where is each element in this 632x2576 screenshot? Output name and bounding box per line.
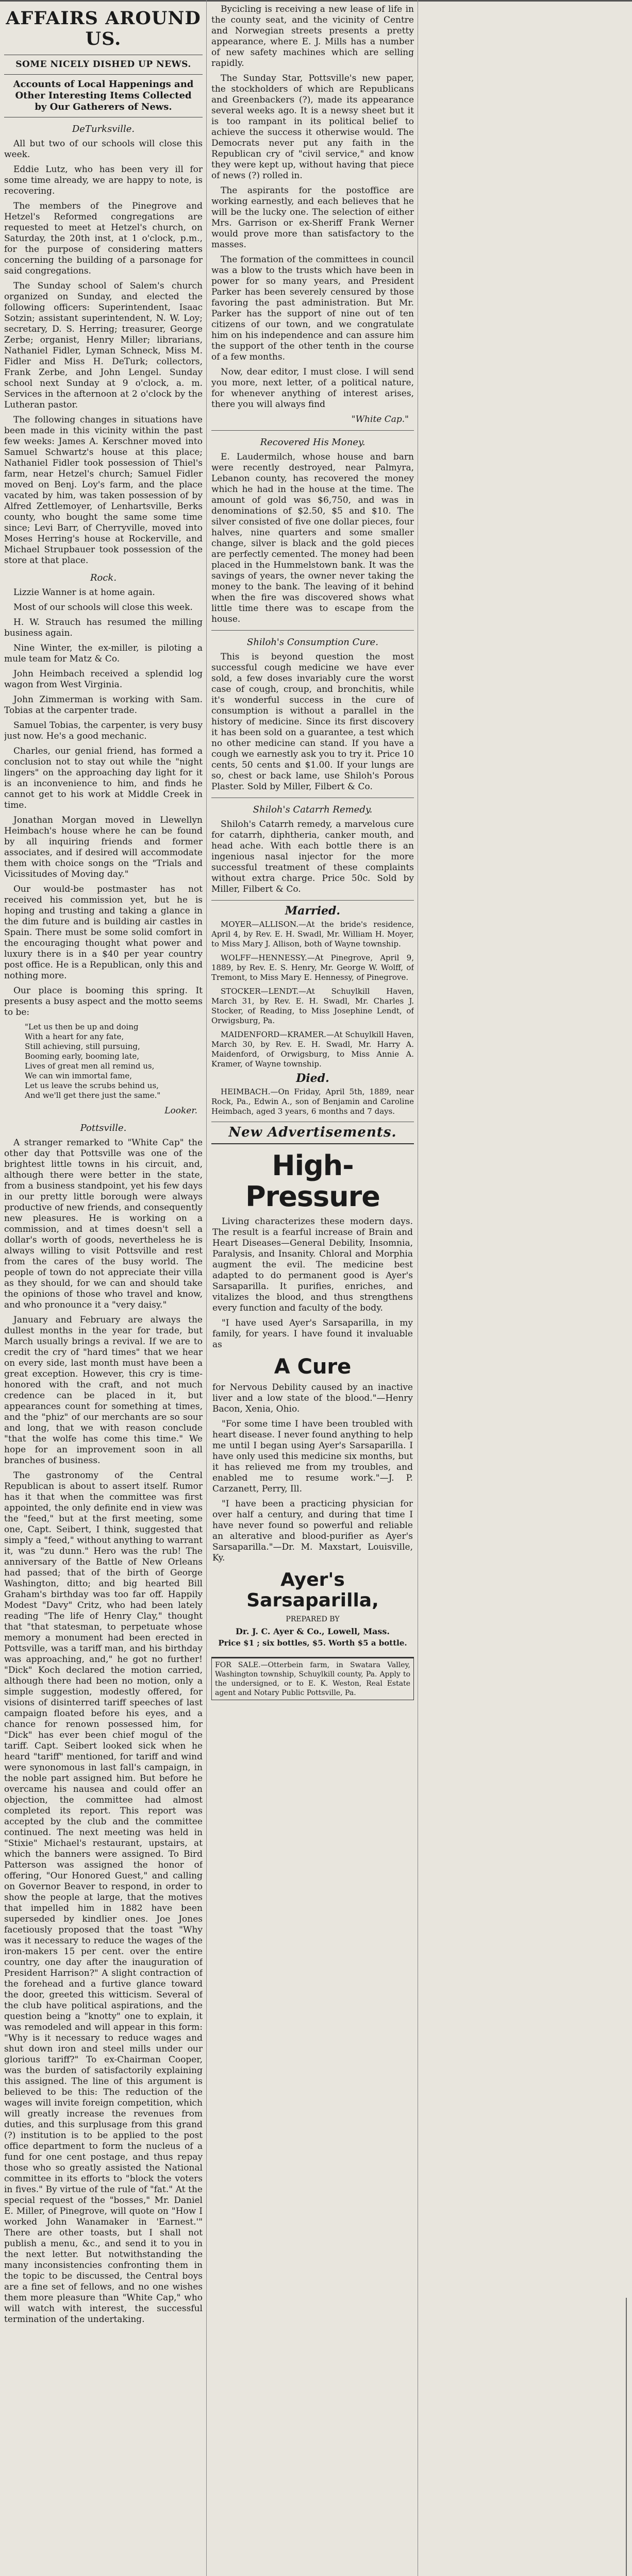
page-edge-fold xyxy=(626,2298,632,2576)
ad-prepared-by: PREPARED BY xyxy=(286,1615,340,1623)
section-heading-died: Died. xyxy=(296,1072,329,1085)
paragraph: Eddie Lutz, who has been very ill for some time already, we are happy to note, is recovering. xyxy=(4,164,203,196)
paragraph: Bycicling is receiving a new lease of life in the county seat, and the vicinity of Centre and Norwegian streets presents a pretty appearance, where E. J. Mills has a number of new safety machines which are selling rapidly. xyxy=(211,4,414,69)
poem-line: And we'll get there just the same." xyxy=(25,1091,161,1100)
ad-paragraph: "For some time I have been troubled with heart disease. I never found anything to help me until I began using Ayer's Sarsaparilla. I have only used this medicine six months, but it has relieved me from my troubles, and enabled me to resume work."—J. P. Carzanett, Perry, Ill. xyxy=(212,1419,413,1494)
ad-headline: High-Pressure xyxy=(245,1149,380,1213)
section-heading-pottsville: Pottsville. xyxy=(80,1123,127,1133)
column-middle xyxy=(211,4,414,2576)
poem-line: Let us leave the scrubs behind us, xyxy=(25,1081,159,1090)
poem-line: "Let us then be up and doing xyxy=(25,1022,139,1031)
column-right xyxy=(422,4,625,2576)
ad-paragraph: Living characterizes these modern days. The result is a fearful increase of Brain and Heart Diseases—General Debility, Insomnia, Paralysis, and Insanity. Chloral and Morphia augment the evil. The medicine best adapted to do permanent good is Ayer's Sarsaparilla. It purifies, enriches, and vitalizes the blood, and thus strengthens every function and faculty of the body. xyxy=(212,1216,413,1313)
paragraph: Charles, our genial friend, has formed a conclusion not to stay out while the "night lingers" on the approaching day light for it is an inconvenience to him, and finds he cannot get to his work at Middle Creek in time. xyxy=(4,746,203,810)
signature-looker: Looker. xyxy=(164,1106,197,1116)
for-sale-notice: FOR SALE.—Otterbein farm, in Swatara Valley, Washington township, Schuylkill county, Pa. Apply to the undersigned, or to E. K. Weston, Real Estate agent and Notary Public Pottsville, Pa. xyxy=(211,1658,414,1700)
ad-maker: Dr. J. C. Ayer & Co., Lowell, Mass. xyxy=(236,1626,390,1636)
marriage-notice: MOYER—ALLISON.—At the bride's residence, April 4, by Rev. E. H. Swadl, Mr. William H. Moyer, to Miss Mary J. Allison, both of Wayne township. xyxy=(211,920,414,948)
poem xyxy=(25,1022,203,1100)
paragraph: Lizzie Wanner is at home again. xyxy=(13,587,155,598)
paragraph: H. W. Strauch has resumed the milling business again. xyxy=(4,617,203,638)
section-heading-catarrh-remedy: Shiloh's Catarrh Remedy. xyxy=(253,804,373,815)
section-heading-rock: Rock. xyxy=(90,572,117,583)
paragraph: January and February are always the dullest months in the year for trade, but March usually brings a revival. If we are to credit the cry of "hard times" that we hear on every side, last month must have been a great exception. However, this cry is time-honored with the craft, and not much credence can be placed in it, but appearances count for something at times, and the "phiz" of our merchants are so sour and long, that we with reason conclude "that the wolfe has come this time." We hope for an improvement soon in all branches of business. xyxy=(4,1315,203,1466)
paragraph: The aspirants for the postoffice are working earnestly, and each believes that he will be the lucky one. The selection of either Mrs. Garrison or ex-Sheriff Frank Werner would prove more than satisfactory to the masses. xyxy=(211,185,414,250)
paragraph: The formation of the committees in council was a blow to the trusts which have been in power for so many years, and President Parker has been severely censured by those favoring the past administration. But Mr. Parker has the support of nine out of ten citizens of our town, and we congratulate him on his independence and can assure him the support of the other tenth in the course of a few months. xyxy=(211,255,414,362)
signature-white-cap: "White Cap." xyxy=(351,414,409,425)
paragraph: The members of the Pinegrove and Hetzel's Reformed congregations are requested to meet at Hetzel's church, on Saturday, the 20th inst, at 1 o'clock, p.m., for the purpose of considering matters concerning the building of a parsonage for said congregations. xyxy=(4,201,203,276)
paragraph: Our place is booming this spring. It presents a busy aspect and the motto seems to be: xyxy=(4,986,203,1018)
paragraph: John Zimmerman is working with Sam. Tobias at the carpenter trade. xyxy=(4,694,203,716)
paragraph: The following changes in situations have been made in this vicinity within the past few weeks: James A. Kerschner moved into Samuel Schwartz's house at this place; Nathaniel Fidler took possession of Thiel's farm, near Hetzel's church; Samuel Fidler moved on Benj. Loy's farm, and the place vacated by him, was taken possession of by Alfred Zettlemoyer, of Lenhartsville, Berks county, who bought the same some time since; Levi Barr, of Cherryville, moved into Moses Herring's house at Rockerville, and Michael Strupbauer took possession of the store at that place. xyxy=(4,415,203,566)
paragraph: All but two of our schools will close this week. xyxy=(4,139,203,160)
section-heading-deturksville: DeTurksville. xyxy=(72,124,135,134)
paragraph: E. Laudermilch, whose house and barn were recently destroyed, near Palmyra, Lebanon county, has recovered the money which he had in the house at the time. The amount of gold was $6,750, and was in denominations of $2.50, $5 and $10. The silver consisted of five one dollar pieces, four halves, nine quarters and some smaller change, silver is black and the gold pieces are perfectly cemented. The money had been placed in the Hummelstown bank. It was the savings of years, the owner never taking the money to the bank. The leaving of it behind when the fire was discovered shows what little time there was to escape from the house. xyxy=(211,452,414,624)
paragraph: Jonathan Morgan moved in Llewellyn Heimbach's house where he can be found by all inquiring friends and former associates, and if desired will accommodate them with choice songs on the "Trials and Vicissitudes of Moving day." xyxy=(4,815,203,879)
paragraph: Nine Winter, the ex-miller, is piloting a mule team for Matz & Co. xyxy=(4,643,203,664)
paragraph: This is beyond question the most successful cough medicine we have ever sold, a few doses invariably cure the worst case of cough, croup, and bronchitis, while it's wonderful success in the cure of consumption is without a parallel in the history of medicine. Since its first discovery it has been sold on a guarantee, a test which no other medicine can stand. If you have a cough we earnestly ask you to try it. Price 10 cents, 50 cents and $1.00. If your lungs are so, chest or back lame, use Shiloh's Porous Plaster. Sold by Miller, Filbert & Co. xyxy=(211,652,414,792)
ayer-sarsaparilla-ad xyxy=(211,1143,414,1658)
ad-paragraph: "I have used Ayer's Sarsaparilla, in my family, for years. I have found it invaluable as xyxy=(212,1318,413,1350)
marriage-notice: WOLFF—HENNESSY.—At Pinegrove, April 9, 1889, by Rev. E. S. Henry, Mr. George W. Wolff, of Tremont, to Miss Mary E. Hennessy, of Pinegrove. xyxy=(211,953,414,982)
paragraph: Samuel Tobias, the carpenter, is very busy just now. He's a good mechanic. xyxy=(4,720,203,741)
paragraph: Most of our schools will close this week. xyxy=(13,602,193,613)
section-heading-married: Married. xyxy=(285,904,341,918)
poem-line: Booming early, booming late, xyxy=(25,1052,140,1061)
section-heading-consumption-cure: Shiloh's Consumption Cure. xyxy=(247,637,378,648)
deck-subheadline: Accounts of Local Happenings and Other Interesting Items Collected by Our Gatherers of News. xyxy=(13,79,194,112)
column-left xyxy=(4,4,203,2576)
poem-line: With a heart for any fate, xyxy=(25,1032,124,1041)
ad-cure-title: A Cure xyxy=(274,1355,352,1379)
marriage-notice: MAIDENFORD—KRAMER.—At Schuylkill Haven, March 30, by Rev. E. H. Swadl, Mr. Harry A. Maidenford, of Orwigsburg, to Miss Annie A. Kramer, of Wayne township. xyxy=(211,1030,414,1069)
paragraph: John Heimbach received a splendid log wagon from West Virginia. xyxy=(4,669,203,690)
masthead: AFFAIRS AROUND US. xyxy=(6,8,201,49)
section-heading-recovered: Recovered His Money. xyxy=(260,437,365,448)
paragraph: The Sunday school of Salem's church organized on Sunday, and elected the following officers: Superintendent, Isaac Sotzin; assistant superintendent, N. W. Loy; secretary, D. S. Herring; treasurer, George Zerbe; organist, Henry Miller; librarians, Nathaniel Fidler, Lyman Schneck, Miss M. Fidler and Miss H. DeTurk; collectors, Frank Zerbe, and John Lengel. Sunday school next Sunday at 9 o'clock, a. m. Services in the afternoon at 2 o'clock by the Lutheran pastor. xyxy=(4,281,203,410)
paragraph: Shiloh's Catarrh remedy, a marvelous cure for catarrh, diphtheria, canker mouth, and head ache. With each bottle there is an ingenious nasal injector for the more successful treatment of these complaints without extra charge. Price 50c. Sold by Miller, Filbert & Co. xyxy=(211,819,414,894)
paragraph: The gastronomy of the Central Republican is about to assert itself. Rumor has it that when the committee was first appointed, the only definite end in view was the "feed," but at the first meeting, some one, Capt. Seibert, I think, suggested that simply a "feed," without anything to warrant it, was "zu dunn." Hero was the rub! The anniversary of the Battle of New Orleans had passed; that of the birth of George Washington, ditto; and big hearted Bill Graham's birthday was too far off. Happily Modest "Davy" Critz, who had been lately reading "The life of Henry Clay," thought that "that statesman, to perpetuate whose memory a monument had been erected in Pottsville, was a tariff man, and his birthday was approaching, and," he got no further! "Dick" Koch declared the motion carried, although there had been no motion, only a simple suggestion, modestly offered, for visions of disinterred tariff speeches of last campaign floated before his eyes, and a chance for renown possessed him, for "Dick" has ever been chief mogul of the tariff. Capt. Seibert looked sick when he heard "tariff" mentioned, for tariff and wind were synonomous in last fall's campaign, in the noble part assigned him. But before he overcame his nausea and could offer an objection, the committee had almost completed its report. This report was accepted by the club and the committee continued. The next meeting was held in "Stixie" Michael's restaurant, upstairs, at which the banners were assigned. To Bird Patterson was assigned the honor of offering, "Our Honored Guest," and calling on Governor Beaver to respond, in order to show the people at large, that the motives that impelled him in 1882 have been superseded by kindlier ones. Joe Jones facetiously proposed that the toast "Why was it necessary to reduce the wages of the iron-makers 15 per cent. over the entire country, one day after the inauguration of President Harrison?" A slight contraction of the forehead and a furtive glance toward the door, greeted this witticism. Several of the club have political aspirations, and the question being a "knotty" one to explain, it was remodeled and will appear in this form: "Why is it necessary to reduce wages and shut down iron and steel mills under our glorious tariff?" To ex-Chairman Cooper, was the burden of satisfactorily explaining this assigned. The line of this argument is believed to be this: The reduction of the wages will invite foreign competition, which will greatly increase the revenues from duties, and this surplusage from this grand (?) institution is to be applied to the post office department to form the nucleus of a fund for one cent postage, and thus repay those who so greatly assisted the National committee in its efforts to "block the voters in fives." By virtue of the rule of "fat." At the special request of the "bosses," Mr. Daniel E. Miller, of Pinegrove, will quote on "How I worked John Wanamaker in 'Earnest.'" There are other toasts, but I shall not publish a menu, &c., and send it to you in the next letter. But notwithstanding the many inconsistencies confronting them in the topic to be discussed, the Central boys are a fine set of fellows, and no one wishes them more pleasure than "White Cap," who will watch with interest, the successful termination of the undertaking. xyxy=(4,1470,203,2325)
section-divider xyxy=(211,900,414,901)
ad-price: Price $1 ; six bottles, $5. Worth $5 a bottle. xyxy=(218,1638,407,1648)
paragraph: A stranger remarked to "White Cap" the other day that Pottsville was one of the brightest little towns in his circuit, and, although there were better in the state, from a business standpoint, yet his few days in our pretty little borough were always productive of new friends, and consequently new pleasures. He is working on a commission, and at times doesn't sell a dollar's worth of goods, nevertheless he is always willing to visit Pottsville and rest from the cares of the busy world. The people of town do not appreciate their villa as they should, for we can and should take the opinions of those who travel and know, and who pronounce it a "very daisy." xyxy=(4,1138,203,1310)
poem-line: Still achieving, still pursuing, xyxy=(25,1042,140,1051)
paragraph: Our would-be postmaster has not received his commission yet, but he is hoping and trusting and taking a glance in the dim future and is building air castles in Spain. There must be some solid comfort in the encouraging thought what power and luxury there is in a $40 per year country post office. He is a Republican, only this and nothing more. xyxy=(4,884,203,981)
deck-rule xyxy=(4,74,203,75)
top-rule xyxy=(0,0,632,2)
ad-paragraph: for Nervous Debility caused by an inactive liver and a low state of the blood."—Henry Bacon, Xenia, Ohio. xyxy=(212,1382,413,1414)
deck-headline: SOME NICELY DISHED UP NEWS. xyxy=(15,59,191,70)
column-divider-left xyxy=(206,0,207,2576)
poem-line: Lives of great men all remind us, xyxy=(25,1061,155,1071)
new-advertisements-heading: New Advertisements. xyxy=(228,1125,397,1140)
ad-product-name: Ayer's Sarsaparilla, xyxy=(246,1569,379,1611)
marriage-notice: STOCKER—LENDT.—At Schuylkill Haven, March 31, by Rev. E. H. Swadl, Mr. Charles J. Stocker, of Reading, to Miss Josephine Lendt, of Orwigsburg, Pa. xyxy=(211,987,414,1025)
paragraph: The Sunday Star, Pottsville's new paper, the stockholders of which are Republicans and Greenbackers (?), made its appearance several weeks ago. It is a newsy sheet but it is too rampant in its political belief to achieve the success it otherwise would. The Democrats never put any faith in the Republican cry of "civil service," and know they were kept up, without having that piece of news (?) rolled in. xyxy=(211,73,414,181)
section-divider xyxy=(211,430,414,431)
ad-paragraph: "I have been a practicing physician for over half a century, and during that time I have never found so powerful and reliable an alterative and blood-purifier as Ayer's Sarsaparilla."—Dr. M. Maxstart, Louisville, Ky. xyxy=(212,1499,413,1563)
paragraph: Now, dear editor, I must close. I will send you more, next letter, of a political nature, for whenever anything of interest arises, there you will always find xyxy=(211,367,414,410)
poem-line: We can win immortal fame, xyxy=(25,1071,132,1080)
section-divider xyxy=(211,630,414,631)
death-notice: HEIMBACH.—On Friday, April 5th, 1889, near Rock, Pa., Edwin A., son of Benjamin and Caroline Heimbach, aged 3 years, 6 months and 7 days. xyxy=(211,1087,414,1116)
